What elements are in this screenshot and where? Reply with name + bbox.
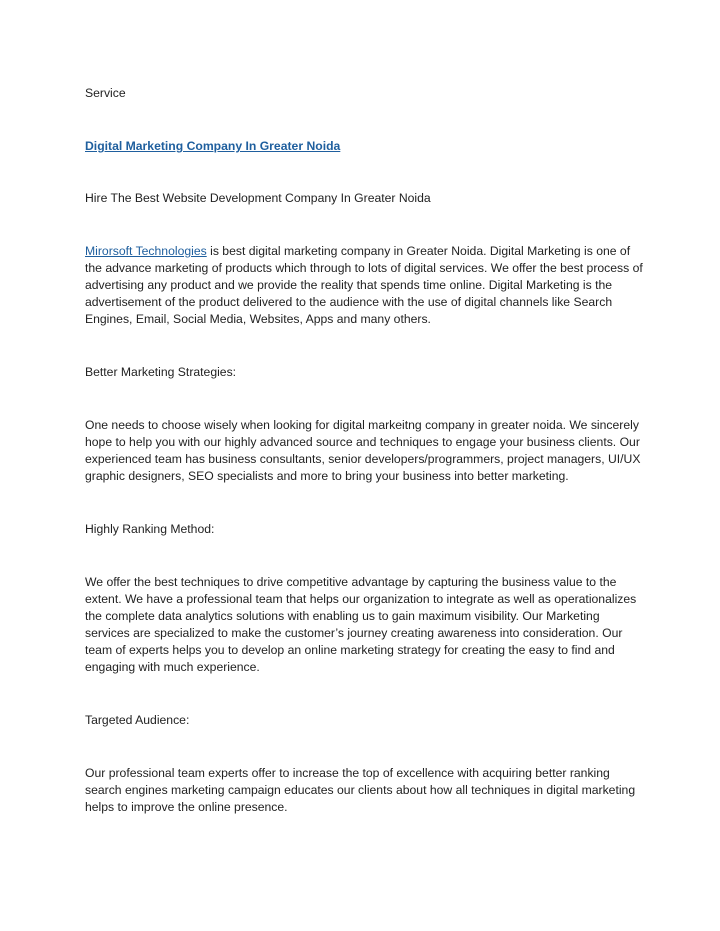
intro-text: is best digital marketing company in Greater Noida. Digital Marketing is one of the advance marketing of products which through to lots of digital services. We offer the best process of advertising any product and we provide the reality that spends time online. Digital Marketing is the advertisement of the product delivered to the audience with the use of digital channels like Search Engines, Email, Social Media, Websites, Apps and many others.	[85, 244, 643, 326]
company-link[interactable]: Mirorsoft Technologies	[85, 244, 207, 258]
section-body-strategies: One needs to choose wisely when looking for digital markeitng company in greater noida. We sincerely hope to help you with our highly advanced source and techniques to engage your business clients. Our experienced team has business consultants, senior developers/programmers, project managers, UI/UX graphic designers, SEO specialists and more to bring your business into better marketing.	[85, 418, 641, 483]
section-heading-audience: Targeted Audience:	[85, 713, 190, 727]
title-link[interactable]: Digital Marketing Company In Greater Noida	[85, 139, 341, 153]
section-body-audience: Our professional team experts offer to increase the top of excellence with acquiring better ranking search engines marketing campaign educates our clients about how all techniques in digital marketing helps to improve the online presence.	[85, 766, 636, 814]
section-heading-strategies: Better Marketing Strategies:	[85, 365, 237, 379]
title-paragraph	[85, 138, 645, 155]
subtitle: Hire The Best Website Development Company In Greater Noida	[85, 191, 431, 205]
section-body-ranking: We offer the best techniques to drive competitive advantage by capturing the business value to the extent. We have a professional team that helps our organization to integrate as well as operationalizes the complete data analytics solutions with enabling us to gain maximum visibility. Our Marketing services are specialized to make the customer’s journey creating awareness into consideration. Our team of experts helps you to develop an online marketing strategy for creating the easy to find and engaging with much experience.	[85, 575, 637, 674]
intro-paragraph	[85, 243, 645, 328]
section-heading-ranking: Highly Ranking Method:	[85, 522, 215, 536]
service-label: Service	[85, 86, 126, 100]
